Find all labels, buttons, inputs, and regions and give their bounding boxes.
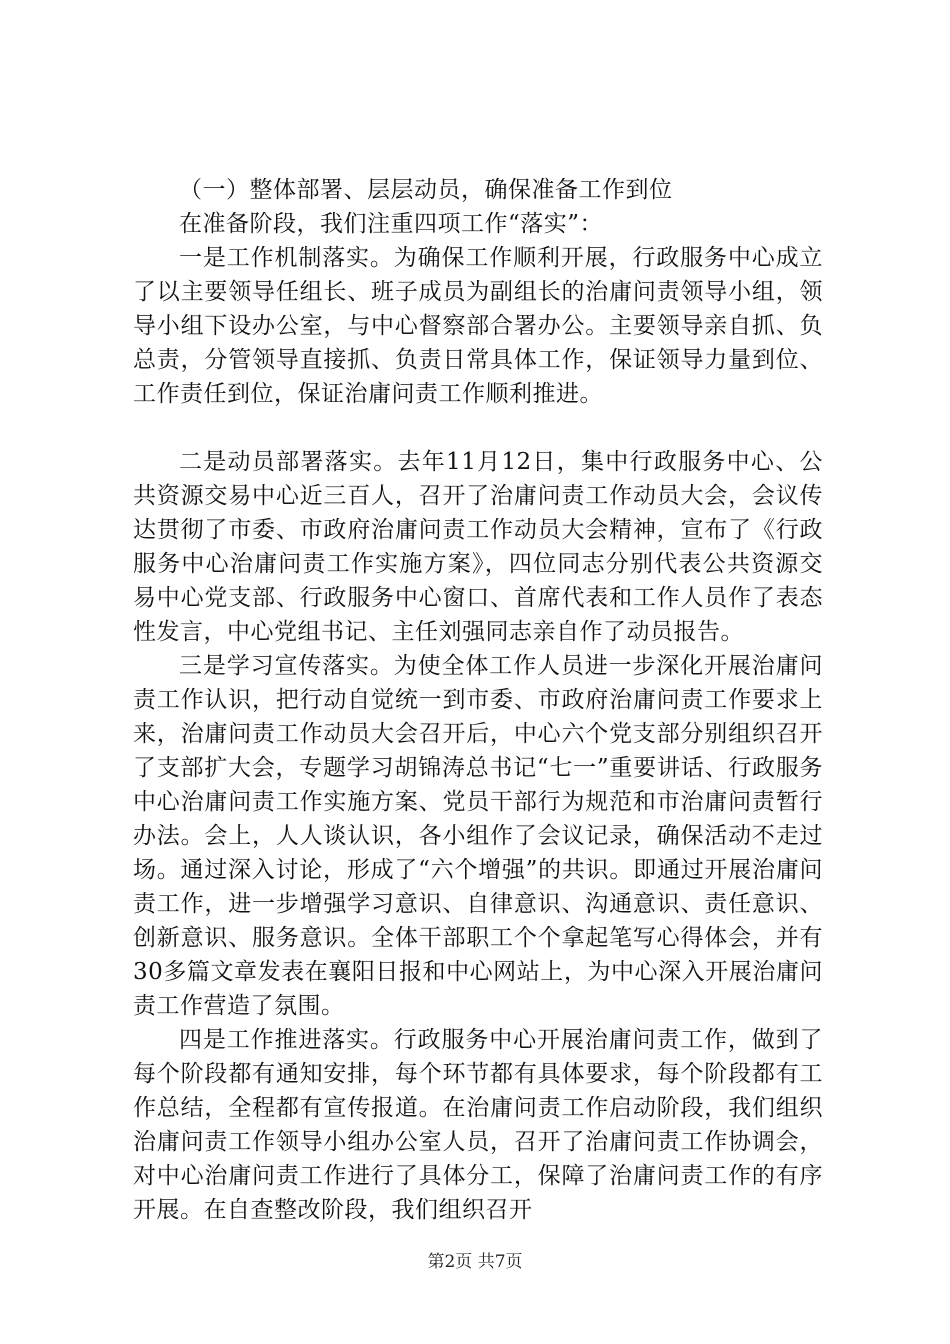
paragraph-mechanism: 一是工作机制落实。为确保工作顺利开展，行政服务中心成立了以主要领导任组长、班子成员为副组长的治庸问责领导小组，领导小组下设办公室，与中心督察部合署办公。主要领导亲自抓、负总责，分管领导直接抓、负责日常具体工作，保证领导力量到位、工作责任到位，保证治庸问责工作顺利推进。 xyxy=(133,245,823,407)
section-heading: （一）整体部署、层层动员，确保准备工作到位 xyxy=(179,177,673,203)
paragraph-study-publicity: 三是学习宣传落实。为使全体工作人员进一步深化开展治庸问责工作认识，把行动自觉统一到市委、市政府治庸问责工作要求上来，治庸问责工作动员大会召开后，中心六个党支部分别组织召开了支部扩大会，专题学习胡锦涛总书记“七一”重要讲话、行政服务中心治庸问责工作实施方案、党员干部行为规范和市治庸问责暂行办法。会上，人人谈认识，各小组作了会议记录，确保活动不走过场。通过深入讨论，形成了“六个增强”的共识。即通过开展治庸问责工作，进一步增强学习意识、自律意识、沟通意识、责任意识、创新意识、服务意识。全体干部职工个个拿起笔写心得体会，并有30多篇文章发表在襄阳日报和中心网站上，为中心深入开展治庸问责工作营造了氛围。 xyxy=(133,653,823,1019)
document-body xyxy=(133,173,823,1227)
page-number-footer: 第2页 共7页 xyxy=(427,1252,523,1272)
paragraph-mobilization: 二是动员部署落实。去年11月12日，集中行政服务中心、公共资源交易中心近三百人，召开了治庸问责工作动员大会，会议传达贯彻了市委、市政府治庸问责工作动员大会精神，宣布了《行政服务中心治庸问责工作实施方案》，四位同志分别代表公共资源交易中心党支部、行政服务中心窗口、首席代表和工作人员作了表态性发言，中心党组书记、主任刘强同志亲自作了动员报告。 xyxy=(133,449,823,645)
paragraph-intro: 在准备阶段，我们注重四项工作“落实”： xyxy=(179,211,604,237)
paragraph-work-progress: 四是工作推进落实。行政服务中心开展治庸问责工作，做到了每个阶段都有通知安排，每个环节都有具体要求，每个阶段都有工作总结，全程都有宣传报道。在治庸问责工作启动阶段，我们组织治庸问责工作领导小组办公室人员，召开了治庸问责工作协调会，对中心治庸问责工作进行了具体分工，保障了治庸问责工作的有序开展。在自查整改阶段，我们组织召开 xyxy=(133,1027,823,1223)
